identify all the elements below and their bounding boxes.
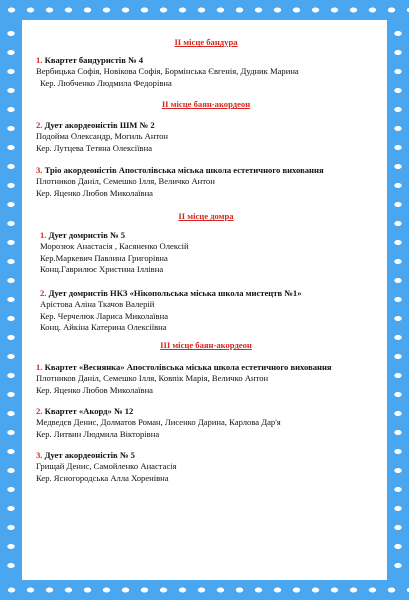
- entry-line: Морозюк Анастасія , Касяненко Олексій: [40, 241, 189, 252]
- entry-line: Вербицька Софія, Новікова Софія, Бормінська Євгенія, Дудник Марина: [36, 66, 299, 77]
- entry-line: Кер. Ясногородська Алла Хоренівна: [36, 472, 169, 483]
- entry-title: Квартет «Веснянка» Апостолівська міська школа естетичного виховання: [44, 362, 332, 372]
- cloud-border-top: [0, 0, 409, 20]
- entry-number: 2.: [36, 120, 43, 130]
- entry-line: Плотников Даніл, Семешко Ілля, Величко Антон: [36, 176, 215, 187]
- entry-line: Арістова Аліна Ткачов Валерій: [40, 299, 155, 310]
- entry-line: Плотников Даніл, Семешко Ілля, Ковпік Марія, Величко Антон: [36, 373, 269, 384]
- entry-line: Грищай Денис, Самойленко Анастасія: [36, 461, 177, 472]
- entry-title: Дует акордеоністів № 5: [44, 450, 135, 460]
- entry-number: 2.: [36, 406, 43, 416]
- section-heading: II місце баян-акордеон: [161, 99, 251, 109]
- entry-title: Дует акордеоністів ШМ № 2: [44, 120, 155, 130]
- cloud-border-left: [0, 20, 22, 580]
- entry-number: 1.: [40, 230, 47, 240]
- entry-line: Конц.Гаврилює Христина Іллівна: [40, 263, 164, 274]
- entry-number: 3.: [36, 450, 43, 460]
- entry-title: Квартет бандуристів № 4: [44, 55, 144, 65]
- section-heading: III місце баян-акордеон: [160, 340, 252, 350]
- entry-line: Кер.Маркевич Павлина Григорівна: [40, 252, 168, 263]
- entry-line: Медведєв Денис, Долматов Роман, Лисенко Дарина, Карлова Дар'я: [36, 417, 281, 428]
- entry: [36, 406, 386, 440]
- entry: [40, 288, 390, 333]
- entry: [40, 230, 390, 275]
- entry-title: Тріо акордеоністів Апостолівська міська школа естетичного виховання: [44, 165, 324, 175]
- entry-title: Квартет «Акорд» № 12: [44, 406, 134, 416]
- section-heading: II місце домра: [178, 211, 234, 221]
- entry-line: Кер. Любченко Людмила Федорівна: [40, 77, 172, 88]
- cloud-border-bottom: [0, 580, 409, 600]
- entry-number: 2.: [40, 288, 47, 298]
- entry-line: Кер. Лутцева Тетяна Олексіївна: [36, 142, 153, 153]
- entry-line: Кер. Яценко Любов Миколаївна: [36, 187, 153, 198]
- entry-title: Дует домристів № 5: [48, 230, 126, 240]
- entry: [36, 450, 386, 484]
- section-heading: II місце бандура: [174, 37, 238, 47]
- entry: [36, 120, 386, 154]
- entry-number: 1.: [36, 362, 43, 372]
- entry: [36, 165, 386, 199]
- cloud-border-right: [387, 20, 409, 580]
- entry-line: Кер. Яценко Любов Миколаївна: [36, 384, 153, 395]
- entry: [36, 55, 386, 89]
- entry-line: Кер. Черчелюк Лариса Миколаївна: [40, 310, 169, 321]
- entry-title: Дует домристів НКЗ «Нікопольська міська школа мистецтв №1»: [48, 288, 302, 298]
- entry: [36, 362, 386, 396]
- entry-line: Конц. Айкіна Катерина Олексіївна: [40, 321, 167, 332]
- entry-line: Подойма Олександр, Могиль Антон: [36, 131, 168, 142]
- entry-line: Кер. Литвин Людмила Вікторівна: [36, 428, 160, 439]
- entry-number: 3.: [36, 165, 43, 175]
- document-content: [28, 20, 384, 580]
- entry-number: 1.: [36, 55, 43, 65]
